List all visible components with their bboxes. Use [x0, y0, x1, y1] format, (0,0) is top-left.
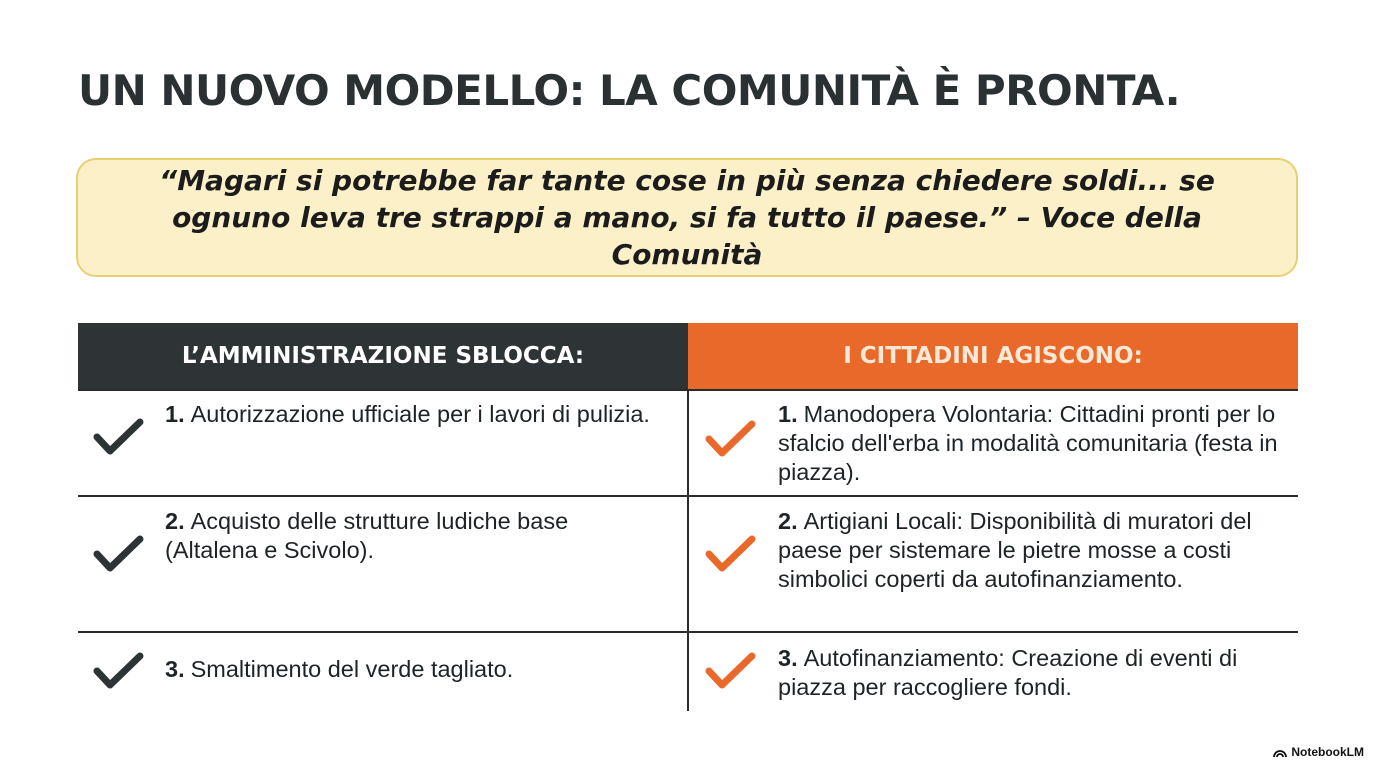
checkmark-icon: [704, 533, 758, 575]
brand-footer: [1273, 745, 1364, 759]
item-number: 1.: [165, 401, 185, 427]
item-label: Smaltimento del verde tagliato.: [190, 656, 514, 682]
item-label: Autorizzazione ufficiale per i lavori di pulizia.: [190, 401, 650, 427]
item-label: Acquisto delle strutture ludiche base (Altalena e Scivolo).: [165, 508, 569, 563]
item-label: Artigiani Locali: Disponibilità di muratori del paese per sistemare le pietre mosse a costi simbolici coperti da autofinanziamento.: [778, 508, 1252, 592]
admin-item-text: [165, 400, 665, 429]
admin-item-text: [165, 507, 665, 565]
column-divider: [687, 389, 689, 711]
item-label: Autofinanziamento: Creazione di eventi di piazza per raccogliere fondi.: [778, 645, 1238, 700]
item-label: Manodopera Volontaria: Cittadini pronti per lo sfalcio dell'erba in modalità comunitaria (festa in piazza).: [778, 401, 1278, 485]
administration-header: L’AMMINISTRAZIONE SBLOCCA:: [78, 323, 688, 389]
checkmark-icon: [704, 650, 758, 692]
item-number: 3.: [165, 656, 185, 682]
notebooklm-logo-icon: [1273, 746, 1287, 758]
citizen-item-text: [778, 400, 1288, 487]
item-number: 2.: [778, 508, 798, 534]
quote-box: [76, 158, 1298, 277]
admin-item-text: [165, 655, 665, 684]
brand-label: NotebookLM: [1291, 745, 1364, 759]
checkmark-icon: [92, 416, 146, 458]
community-quote: “Magari si potrebbe far tante cose in più senza chiedere soldi... se ognuno leva tre strappi a mano, si fa tutto il paese.” – Voce della Comunità: [159, 164, 1215, 271]
item-number: 3.: [778, 645, 798, 671]
citizen-item-text: [778, 644, 1288, 702]
citizens-header: I CITTADINI AGISCONO:: [688, 323, 1298, 389]
page-title: UN NUOVO MODELLO: LA COMUNITÀ È PRONTA.: [78, 66, 1181, 115]
checkmark-icon: [92, 650, 146, 692]
checkmark-icon: [704, 418, 758, 460]
comparison-table: [78, 323, 1298, 711]
citizen-item-text: [778, 507, 1288, 594]
item-number: 1.: [778, 401, 798, 427]
item-number: 2.: [165, 508, 185, 534]
checkmark-icon: [92, 533, 146, 575]
